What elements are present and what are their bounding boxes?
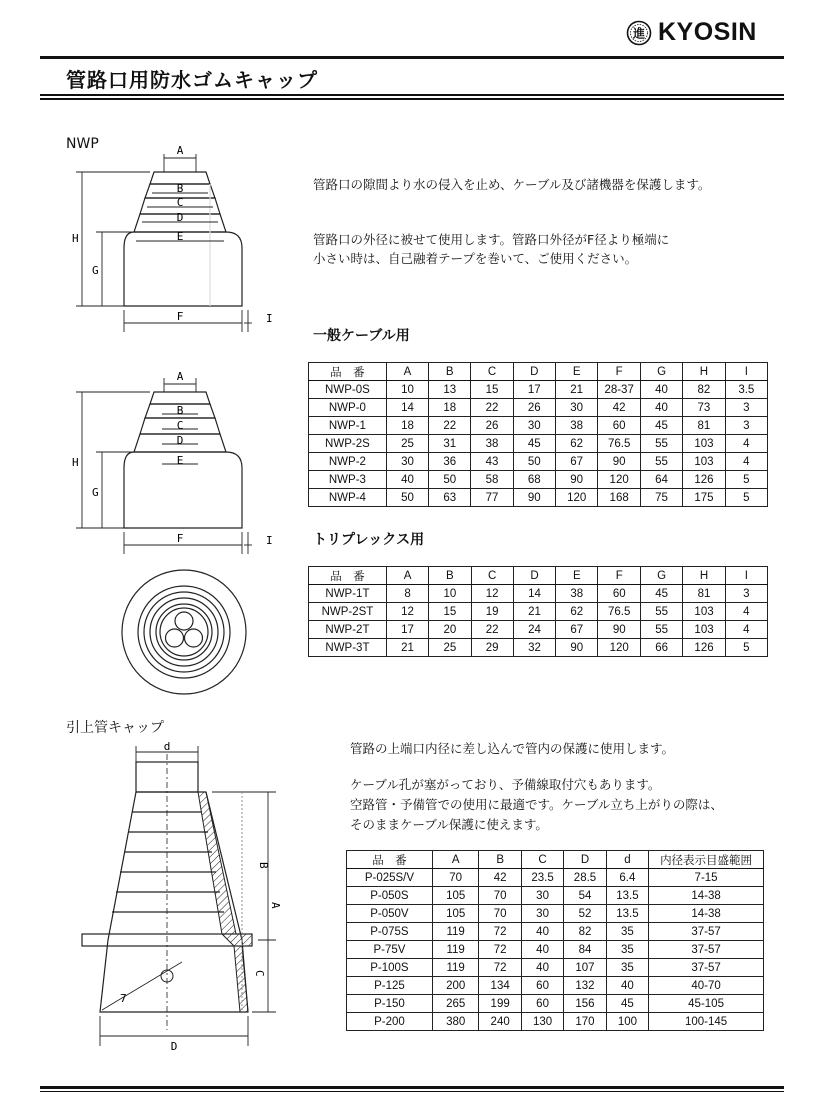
table-cell: 36 [429,453,471,471]
table-cell: 30 [513,417,555,435]
table-cell: 100 [606,1013,648,1031]
table-cell: 20 [429,621,471,639]
table-cell: 14 [386,399,428,417]
svg-text:H: H [72,232,79,245]
table-cell: 82 [683,381,725,399]
table-header-cell: D [513,567,555,585]
table-cell: 38 [556,585,598,603]
table-cell: 103 [683,603,725,621]
svg-text:A: A [176,370,184,383]
table-cell: 35 [606,941,648,959]
table-cell: 240 [479,1013,521,1031]
table-cell: 62 [556,603,598,621]
nwp-label: NWP [66,136,99,152]
table-cell: 42 [479,869,521,887]
table-cell: 6.4 [606,869,648,887]
table-cell: NWP-1T [309,585,387,603]
table-cell: 119 [432,959,479,977]
riser-description-2a: ケーブル孔が塞がっており、予備線取付穴もあります。 [350,777,661,792]
table-cell: 5 [725,639,767,657]
table-cell: 200 [432,977,479,995]
table-cell: 22 [429,417,471,435]
table-cell: 103 [683,435,725,453]
table-header-cell: d [606,851,648,869]
table-cell: 175 [683,489,725,507]
table-cell: 199 [479,995,521,1013]
svg-text:H: H [72,456,79,469]
table-cell: 70 [479,887,521,905]
table-cell: NWP-1 [309,417,387,435]
table-cell: 72 [479,923,521,941]
table-header-cell: I [725,363,767,381]
page-title: 管路口用防水ゴムキャップ [66,68,318,92]
table-header-row [309,363,768,381]
table-cell: 72 [479,959,521,977]
triplex-table-heading: トリプレックス用 [313,532,425,548]
table-row [347,1013,764,1031]
table-cell: 70 [432,869,479,887]
svg-text:D: D [176,434,184,447]
table-cell: 82 [564,923,606,941]
riser-description-2b: 空路管・予備管での使用に最適です。ケーブル立ち上がりの際は、 [350,797,723,812]
table-cell: 45 [640,417,682,435]
svg-text:F: F [176,532,184,545]
table-cell: 119 [432,923,479,941]
table-row [347,977,764,995]
table-header-cell: 品 番 [309,363,387,381]
table-row [347,887,764,905]
nwp-description-1: 管路口の隙間より水の侵入を止め、ケーブル及び諸機器を保護します。 [313,177,711,192]
table-row [309,453,768,471]
table-cell: 30 [521,905,563,923]
table-row [309,489,768,507]
table-cell: NWP-0S [309,381,387,399]
table-cell: 68 [513,471,555,489]
table-cell: 40 [521,923,563,941]
svg-text:C: C [176,419,184,432]
svg-text:B: B [257,862,270,869]
table-cell: P-025S/V [347,869,433,887]
svg-text:d: d [163,740,171,753]
table-cell: 17 [513,381,555,399]
table-cell: 37-57 [649,959,764,977]
table-cell: 21 [386,639,428,657]
table-cell: 24 [513,621,555,639]
table-cell: 90 [598,621,641,639]
table-cell: 4 [725,435,767,453]
nwp-description-2a: 管路口の外径に被せて使用します。管路口外径がF径より極端に [313,232,670,247]
table-cell: 55 [640,621,682,639]
table-cell: 90 [555,471,597,489]
table-header-cell: B [479,851,521,869]
table-cell: 55 [640,435,682,453]
table-cell: 14-38 [649,905,764,923]
table-cell: 67 [556,621,598,639]
table-cell: 170 [564,1013,606,1031]
svg-text:B: B [176,404,184,417]
table-header-cell: G [640,567,682,585]
table-cell: 45-105 [649,995,764,1013]
table-cell: 40 [640,381,682,399]
table-cell: 67 [555,453,597,471]
table-cell: 100-145 [649,1013,764,1031]
table-cell: 4 [725,453,767,471]
footer-rule-2 [40,1091,784,1092]
table-cell: 13.5 [606,887,648,905]
table-cell: P-200 [347,1013,433,1031]
table-cell: P-75V [347,941,433,959]
title-rule-bottom-1 [40,94,784,96]
svg-text:I: I [266,534,273,547]
table-cell: P-150 [347,995,433,1013]
table-cell: 58 [471,471,513,489]
table-cell: 19 [471,603,513,621]
table-cell: 60 [521,995,563,1013]
table-cell: 3 [725,417,767,435]
table-cell: 15 [471,381,513,399]
riser-spec-table [346,850,764,1031]
table-cell: 90 [556,639,598,657]
table-cell: 35 [606,959,648,977]
table-cell: 265 [432,995,479,1013]
table-cell: 54 [564,887,606,905]
table-header-cell: B [429,363,471,381]
table-header-cell: H [683,363,725,381]
table-cell: NWP-3 [309,471,387,489]
table-cell: 55 [640,603,682,621]
table-cell: 12 [386,603,428,621]
nwp-drawing-general [70,140,290,340]
table-header-cell: B [429,567,471,585]
table-cell: 119 [432,941,479,959]
table-row [309,639,768,657]
table-row [309,603,768,621]
table-cell: 5 [725,471,767,489]
table-cell: 15 [429,603,471,621]
svg-text:A: A [269,902,282,909]
table-cell: 134 [479,977,521,995]
table-cell: 38 [471,435,513,453]
table-cell: 40-70 [649,977,764,995]
table-cell: NWP-2S [309,435,387,453]
table-cell: 29 [471,639,513,657]
svg-text:B: B [176,182,184,195]
riser-cap-drawing [72,740,284,1056]
table-cell: 30 [521,887,563,905]
table-cell: 38 [555,417,597,435]
table-cell: 37-57 [649,923,764,941]
nwp-description-2b: 小さい時は、自己融着テープを巻いて、ご使用ください。 [313,251,638,266]
table-cell: 25 [429,639,471,657]
riser-description-2c: そのままケーブル保護に使えます。 [350,817,548,832]
svg-text:G: G [92,264,99,277]
table-header-cell: A [386,363,428,381]
table-row [309,417,768,435]
table-cell: 107 [564,959,606,977]
table-row [309,471,768,489]
table-cell: 21 [513,603,555,621]
table-cell: 12 [471,585,513,603]
table-cell: 40 [521,941,563,959]
table-cell: 66 [640,639,682,657]
table-cell: NWP-2T [309,621,387,639]
table-cell: 3 [725,585,767,603]
table-cell: 380 [432,1013,479,1031]
table-header-cell: A [432,851,479,869]
nwp-drawing-triplex-side [70,366,290,558]
table-cell: 90 [513,489,555,507]
table-cell: 26 [471,417,513,435]
table-cell: 105 [432,905,479,923]
table-cell: 10 [429,585,471,603]
table-cell: 35 [606,923,648,941]
table-header-cell: G [640,363,682,381]
table-cell: 26 [513,399,555,417]
table-cell: 81 [683,417,725,435]
table-row [309,381,768,399]
table-cell: 31 [429,435,471,453]
table-cell: 40 [606,977,648,995]
table-cell: 103 [683,621,725,639]
table-row [309,435,768,453]
table-header-cell: F [598,567,641,585]
table-cell: 4 [725,603,767,621]
table-row [347,905,764,923]
table-cell: 10 [386,381,428,399]
table-row [309,585,768,603]
table-cell: P-125 [347,977,433,995]
table-header-cell: 品 番 [309,567,387,585]
table-cell: NWP-2ST [309,603,387,621]
table-cell: 55 [640,453,682,471]
table-cell: 45 [606,995,648,1013]
table-cell: 52 [564,905,606,923]
kyosin-emblem-icon [626,20,652,46]
table-cell: 3.5 [725,381,767,399]
table-row [347,995,764,1013]
table-cell: 45 [640,585,682,603]
table-cell: NWP-2 [309,453,387,471]
table-cell: NWP-3T [309,639,387,657]
table-header-cell: H [683,567,725,585]
table-cell: 14-38 [649,887,764,905]
table-cell: 60 [598,417,641,435]
svg-text:G: G [92,486,99,499]
table-cell: 22 [471,621,513,639]
table-cell: 40 [640,399,682,417]
triplex-spec-table [308,566,768,657]
table-cell: 5 [725,489,767,507]
svg-text:F: F [176,310,184,323]
table-header-cell: 品 番 [347,851,433,869]
table-header-cell: D [564,851,606,869]
table-cell: P-050S [347,887,433,905]
table-row [309,399,768,417]
table-cell: 14 [513,585,555,603]
table-cell: 60 [521,977,563,995]
table-cell: 28.5 [564,869,606,887]
title-rule-bottom-2 [40,98,784,101]
table-cell: 64 [640,471,682,489]
table-cell: 21 [555,381,597,399]
general-table-heading: 一般ケーブル用 [313,328,410,344]
svg-text:7: 7 [120,992,127,1005]
table-cell: 4 [725,621,767,639]
table-cell: 37-57 [649,941,764,959]
table-cell: 40 [521,959,563,977]
table-cell: 60 [598,585,641,603]
table-cell: 120 [598,471,641,489]
brand-logo [626,18,757,47]
table-cell: 103 [683,453,725,471]
table-cell: 45 [513,435,555,453]
table-cell: 132 [564,977,606,995]
table-header-row [347,851,764,869]
table-row [347,941,764,959]
table-cell: 17 [386,621,428,639]
svg-text:A: A [176,144,184,157]
table-header-cell: 内径表示目盛範囲 [649,851,764,869]
table-row [309,621,768,639]
table-cell: 18 [386,417,428,435]
table-cell: 126 [683,639,725,657]
table-header-cell: F [598,363,641,381]
riser-description-1: 管路の上端口内径に差し込んで管内の保護に使用します。 [350,741,675,756]
table-header-cell: A [386,567,428,585]
table-header-cell: E [555,363,597,381]
table-cell: 63 [429,489,471,507]
general-spec-table [308,362,768,507]
svg-text:進: 進 [632,26,646,40]
table-cell: 76.5 [598,435,641,453]
table-cell: 30 [386,453,428,471]
riser-label: 引上管キャップ [66,720,164,736]
table-cell: 18 [429,399,471,417]
table-header-cell: E [556,567,598,585]
table-header-cell: D [513,363,555,381]
table-cell: 42 [598,399,641,417]
table-cell: 50 [386,489,428,507]
svg-text:C: C [176,196,184,209]
svg-text:D: D [176,211,184,224]
svg-text:E: E [176,230,184,243]
table-cell: P-075S [347,923,433,941]
table-cell: 32 [513,639,555,657]
table-cell: 23.5 [521,869,563,887]
table-cell: 156 [564,995,606,1013]
table-cell: 73 [683,399,725,417]
table-cell: NWP-0 [309,399,387,417]
table-header-cell: I [725,567,767,585]
table-cell: 70 [479,905,521,923]
table-header-cell: C [471,567,513,585]
table-cell: 168 [598,489,641,507]
title-rule-top [40,56,784,59]
table-cell: 40 [386,471,428,489]
table-header-row [309,567,768,585]
table-cell: 8 [386,585,428,603]
table-cell: P-100S [347,959,433,977]
table-cell: 25 [386,435,428,453]
table-row [347,923,764,941]
table-cell: 130 [521,1013,563,1031]
table-cell: 50 [429,471,471,489]
table-cell: 105 [432,887,479,905]
table-cell: 120 [598,639,641,657]
table-cell: 50 [513,453,555,471]
table-cell: 77 [471,489,513,507]
table-header-cell: C [521,851,563,869]
table-cell: 13.5 [606,905,648,923]
table-row [347,869,764,887]
table-cell: 90 [598,453,641,471]
nwp-drawing-triplex-top [118,566,250,698]
table-cell: 22 [471,399,513,417]
table-cell: 75 [640,489,682,507]
brand-name: KYOSIN [658,18,757,46]
svg-text:I: I [266,312,273,325]
svg-text:D: D [170,1040,178,1053]
table-cell: 126 [683,471,725,489]
table-cell: 28-37 [598,381,641,399]
table-cell: 81 [683,585,725,603]
table-cell: 120 [555,489,597,507]
table-cell: 62 [555,435,597,453]
table-cell: P-050V [347,905,433,923]
svg-text:C: C [253,970,266,977]
svg-text:E: E [176,454,184,467]
table-cell: 76.5 [598,603,641,621]
table-cell: NWP-4 [309,489,387,507]
table-row [347,959,764,977]
table-header-cell: C [471,363,513,381]
table-cell: 43 [471,453,513,471]
table-cell: 3 [725,399,767,417]
table-cell: 72 [479,941,521,959]
table-cell: 13 [429,381,471,399]
table-cell: 84 [564,941,606,959]
table-cell: 7-15 [649,869,764,887]
footer-rule-1 [40,1086,784,1089]
table-cell: 30 [555,399,597,417]
